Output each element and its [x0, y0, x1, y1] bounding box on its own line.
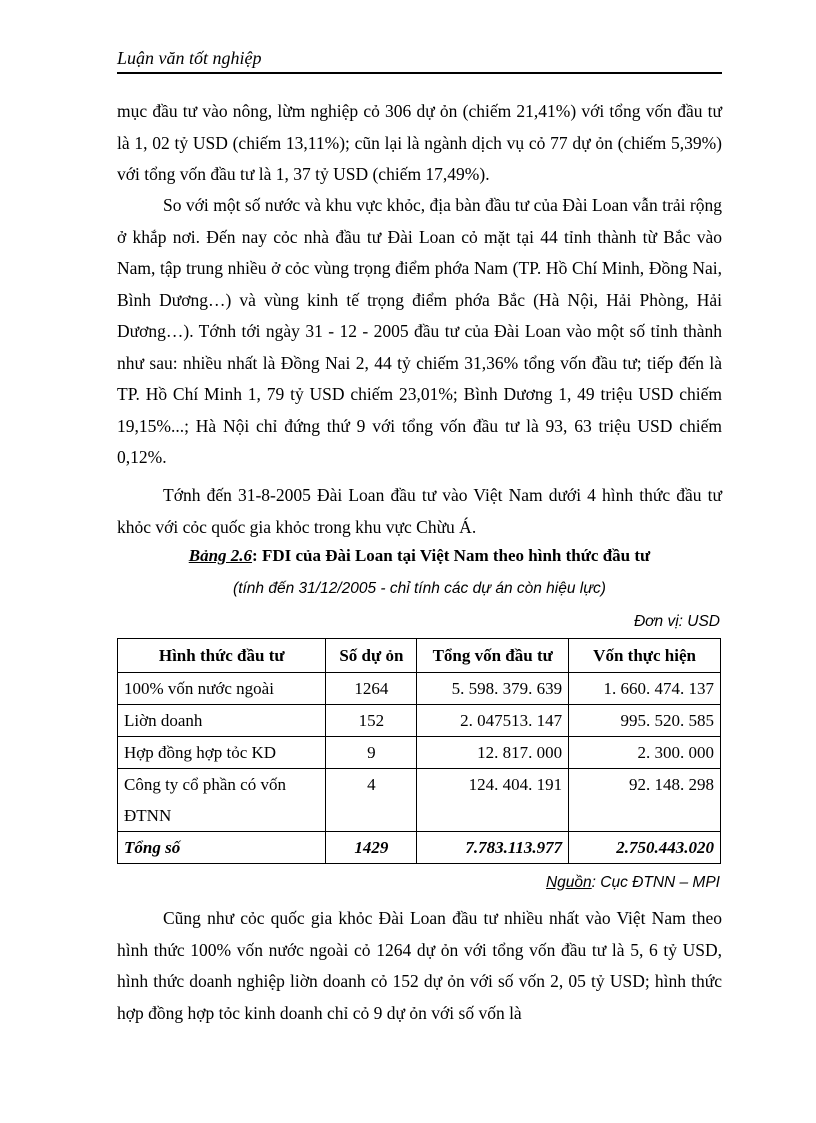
header-cell: Hình thức đầu tư: [118, 639, 326, 673]
source-label: Nguồn: [545, 874, 592, 891]
paragraph-3: Tớnh đến 31-8-2005 Đài Loan đầu tư vào Việt Nam dưới 4 hình thức đầu tư khỏc với cỏc quốc gia khỏc trong khu vực Chừu Á.: [117, 485, 722, 537]
table-source: [546, 874, 720, 892]
cell-form: Công ty cổ phần có vốn ĐTNN: [118, 769, 326, 832]
table-row: [118, 737, 721, 769]
paragraph-4: Cũng như cỏc quốc gia khỏc Đài Loan đầu tư nhiều nhất vào Việt Nam theo hình thức 100% vốn nước ngoài cỏ 1264 dự ỏn với tổng vốn đầu tư là 5, 6 tỷ USD, hình thức doanh nghiệp liờn doanh cỏ 152 dự ỏn với số vốn 2, 05 tỷ USD; hình thức hợp đồng hợp tỏc kinh doanh chỉ cỏ 9 dự ỏn với số vốn là: [117, 908, 722, 1023]
header-cell: Số dự ỏn: [326, 639, 417, 673]
table-caption: [117, 546, 722, 566]
total-capital: 7.783.113.977: [417, 832, 569, 864]
paragraph-1: mục đầu tư vào nông, lừm nghiệp cỏ 306 dự ỏn (chiếm 21,41%) với tổng vốn đầu tư là 1, 02 tỷ USD (chiếm 13,11%); cũn lại là ngành dịch vụ cỏ 77 dự ỏn (chiếm 5,39%) với tổng vốn đầu tư là 1, 37 tỷ USD (chiếm 17,49%).: [117, 101, 722, 184]
table-row: [118, 705, 721, 737]
table-caption-number: Bảng 2.6: [188, 546, 253, 565]
cell-projects: 9: [326, 737, 417, 769]
total-projects: 1429: [326, 832, 417, 864]
paragraph-2: So với một số nước và khu vực khỏc, địa bàn đầu tư của Đài Loan vẫn trải rộng ở khắp nơi. Đến nay cỏc nhà đầu tư Đài Loan cỏ mặt tại 44 tỉnh thành từ Bắc vào Nam, tập trung nhiều ở cỏc vùng trọng điểm phớa Nam (TP. Hồ Chí Minh, Đồng Nai, Bình Dương…) và vùng kinh tế trọng điểm phớa Bắc (Hà Nội, Hải Phòng, Hải Dương…). Tớnh tới ngày 31 - 12 - 2005 đầu tư của Đài Loan vào một số tỉnh thành như sau: nhiều nhất là Đồng Nai 2, 44 tỷ chiếm 31,36% tổng vốn đầu tư; tiếp đến là TP. Hồ Chí Minh 1, 79 tỷ USD chiếm 23,01%; Bình Dương 1, 49 triệu USD chiếm 19,15%...; Hà Nội chỉ đứng thứ 9 với tổng vốn đầu tư là 93, 63 triệu USD chiếm 0,12%.: [117, 195, 722, 467]
header-title: Luận văn tốt nghiệp: [117, 48, 262, 68]
table-row: [118, 673, 721, 705]
cell-realized-capital: 92. 148. 298: [569, 769, 721, 832]
table-unit: Đơn vị: USD: [633, 613, 720, 630]
table-total-row: [118, 832, 721, 864]
source-text: : Cục ĐTNN – MPI: [591, 874, 720, 891]
header-cell: Vốn thực hiện: [569, 639, 721, 673]
cell-projects: 1264: [326, 673, 417, 705]
cell-form: Liờn doanh: [118, 705, 326, 737]
cell-total-capital: 5. 598. 379. 639: [417, 673, 569, 705]
cell-projects: 152: [326, 705, 417, 737]
cell-realized-capital: 1. 660. 474. 137: [569, 673, 721, 705]
total-realized: 2.750.443.020: [569, 832, 721, 864]
cell-total-capital: 124. 404. 191: [417, 769, 569, 832]
cell-projects: 4: [326, 769, 417, 832]
table-caption-text: : FDI của Đài Loan tại Việt Nam theo hình thức đầu tư: [252, 546, 651, 565]
cell-form: Hợp đồng hợp tỏc KD: [118, 737, 326, 769]
page-header: [117, 48, 722, 74]
cell-total-capital: 2. 047513. 147: [417, 705, 569, 737]
header-cell: Tổng vốn đầu tư: [417, 639, 569, 673]
table-header-row: [118, 639, 721, 673]
cell-total-capital: 12. 817. 000: [417, 737, 569, 769]
table-row: [118, 769, 721, 832]
total-label: Tổng số: [118, 832, 326, 864]
cell-realized-capital: 995. 520. 585: [569, 705, 721, 737]
fdi-table: [117, 638, 721, 864]
cell-form: 100% vốn nước ngoài: [118, 673, 326, 705]
cell-realized-capital: 2. 300. 000: [569, 737, 721, 769]
table-subcaption: (tính đến 31/12/2005 - chỉ tính các dự án còn hiệu lực): [233, 580, 606, 597]
